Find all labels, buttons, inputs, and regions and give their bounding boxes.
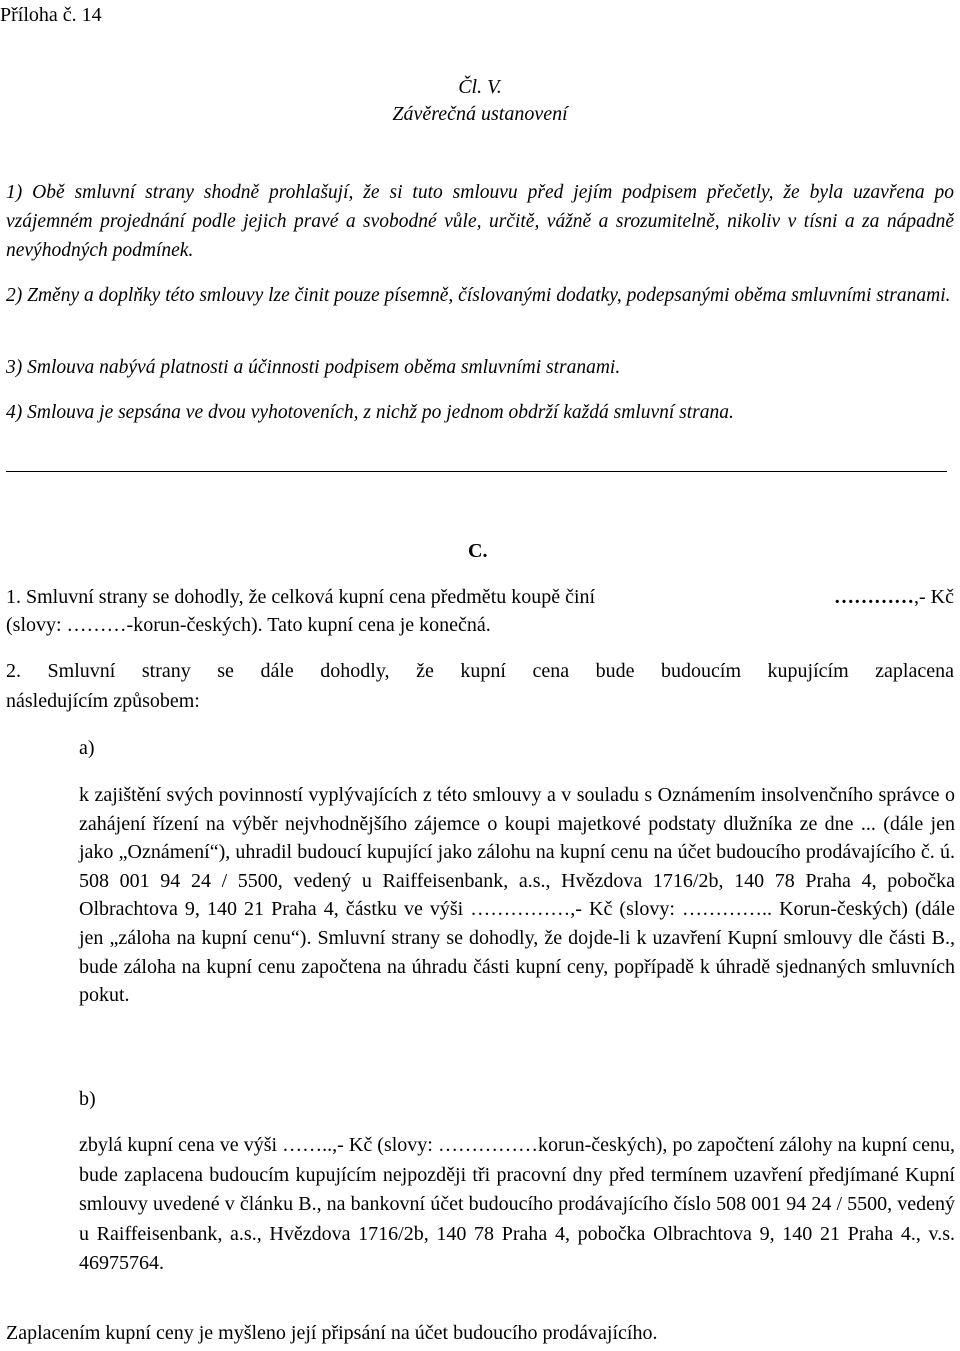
item-b-label: b) xyxy=(79,1088,96,1110)
c-p1-text: 1. Smluvní strany se dohodly, že celková kupní cena předmětu koupě činí xyxy=(6,586,596,608)
annex-label: Příloha č. 14 xyxy=(0,4,102,26)
article-title: Závěrečná ustanovení xyxy=(392,103,568,125)
c-paragraph-2-line-1: 2. Smluvní strany se dále dohodly, že kupní cena bude budoucím kupujícím zaplacena xyxy=(6,660,954,682)
clause-2: 2) Změny a doplňky této smlouvy lze činit pouze písemně, číslovanými dodatky, podepsanými oběma smluvními stranami. xyxy=(6,285,951,306)
c-paragraph-1-line-1 xyxy=(6,586,954,609)
c-p1-price-blank: ………… xyxy=(834,586,915,608)
c-paragraph-2-line-2: následujícím způsobem: xyxy=(6,690,200,712)
clause-4: 4) Smlouva je sepsána ve dvou vyhotoveních, z nichž po jednom obdrží každá smluvní strana. xyxy=(6,402,734,423)
clause-1: 1) Obě smluvní strany shodně prohlašují, že si tuto smlouvu před jejím podpisem přečetly, že byla uzavřena po vzájemném projednání podle jejich pravé a svobodné vůle, určitě, vážně a srozumitelně, nikoliv v tísni a za nápadně nevýhodných podmínek. xyxy=(6,182,954,261)
clause-3: 3) Smlouva nabývá platnosti a účinnosti podpisem oběma smluvními stranami. xyxy=(6,357,621,378)
item-a-label: a) xyxy=(79,737,95,759)
section-c-heading: C. xyxy=(468,540,488,562)
closing-sentence: Zaplacením kupní ceny je myšleno její připsání na účet budoucího prodávajícího. xyxy=(6,1322,658,1344)
c-paragraph-1-line-2: (slovy: ………-korun-českých). Tato kupní cena je konečná. xyxy=(6,614,491,636)
horizontal-divider xyxy=(6,471,947,472)
article-number: Čl. V. xyxy=(458,76,502,98)
item-b-text: zbylá kupní cena ve výši ……..,- Kč (slovy: ……………korun-českých), po započtení zálohy na kupní cenu, bude zaplacena budoucím kupujícím nejpozději tři pracovní dny před termínem uzavření předjímané Kupní smlouvy uvedené v článku B., na bankovní účet budoucího prodávajícího číslo 508 001 94 24 / 5500, vedený u Raiffeisenbank, a.s., Hvězdova 1716/2b, 140 78 Praha 4, pobočka Olbrachtova 9, 140 21 Praha 4., v.s. 46975764. xyxy=(79,1134,955,1274)
item-a-text: k zajištění svých povinností vyplývajících z této smlouvy a v souladu s Oznámením insolvenčního správce o zahájení řízení na výběr nejvhodnějšího zájemce o koupi majetkové podstaty dlužníka ze dne ... (dále jen jako „Oznámení“), uhradil budoucí kupující jako zálohu na kupní cenu na účet budoucího prodávajícího č. ú. 508 001 94 24 / 5500, vedený u Raiffeisenbank, a.s., Hvězdova 1716/2b, 140 78 Praha 4, pobočka Olbrachtova 9, 140 21 Praha 4, částku ve výši ……………,- Kč (slovy: ………….. Korun-českých) (dále jen „záloha na kupní cenu“). Smluvní strany se dohodly, že dojde-li k uzavření Kupní smlouvy dle části B., bude záloha na kupní cenu započtena na úhradu části kupní ceny, popřípadě k úhradě sjednaných smluvních pokut. xyxy=(79,784,955,1007)
c-p1-currency: ,- Kč xyxy=(914,586,954,608)
